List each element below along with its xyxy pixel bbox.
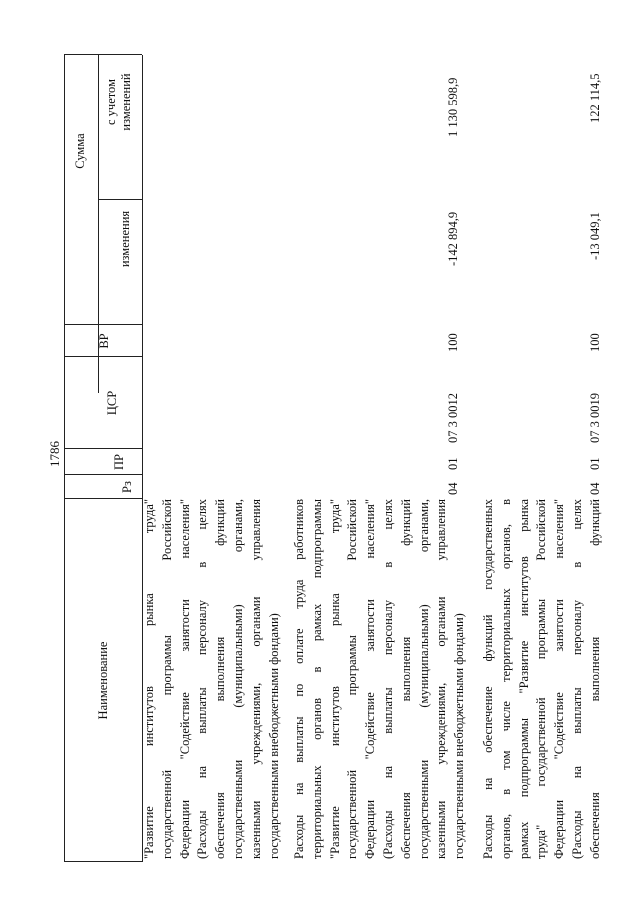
col-divider-pr (64, 448, 142, 449)
row-2-line: казенными учреждениями, органами управления (434, 499, 449, 859)
row-2-rz: 04 (446, 482, 460, 495)
row-3-csr: 07 3 0019 (588, 393, 602, 443)
row-2-csr: 07 3 0012 (446, 393, 460, 443)
row-1-line: Федерации "Содействие занятости населения" (177, 499, 192, 859)
table-row-1-name (141, 499, 283, 859)
row-2-line: Федерации "Содействие занятости населения" (363, 499, 378, 859)
row-2-line: территориальных органов в рамках подпрограммы (309, 499, 324, 859)
row-2-line: (Расходы на выплаты персоналу в целях (380, 499, 395, 859)
header-name: Наименование (96, 641, 110, 720)
table-top-border (64, 55, 65, 862)
row-3-pr: 01 (588, 457, 602, 470)
header-rz: Рз (120, 481, 134, 493)
row-3-line: органов, в том числе территориальных органов, в (498, 499, 513, 859)
row-2-line: "Развитие институтов рынка труда" (327, 499, 342, 859)
row-3-line: (Расходы на выплаты персоналу в целях (569, 499, 584, 859)
header-with-changes (104, 57, 134, 147)
row-2-pr: 01 (446, 457, 460, 470)
table-row-2-name (291, 499, 469, 859)
row-2-line: государственными (муниципальными) органами, (416, 499, 431, 859)
row-1-line: обеспечения выполнения функций (213, 499, 228, 859)
row-1-line: "Развитие институтов рынка труда" (142, 499, 156, 859)
row-2-line: государственной программы Российской (345, 499, 360, 859)
row-2-vr: 100 (446, 333, 460, 352)
row-2-line: государственными внебюджетными фондами) (452, 613, 467, 859)
header-with-changes-line2: изменений (119, 73, 133, 131)
header-change: изменения (118, 210, 132, 268)
row-3-vr: 100 (588, 333, 602, 352)
col-divider-change (98, 199, 142, 200)
header-sum: Сумма (73, 133, 87, 169)
row-1-line: государственными (муниципальными) органами, (230, 499, 245, 859)
row-1-line: (Расходы на выплаты персоналу в целях (195, 499, 210, 859)
row-2-line: Расходы на выплаты по оплате труда работников (292, 499, 306, 859)
row-3-rz: 04 (588, 482, 602, 495)
row-2-change: -142 894,9 (446, 211, 460, 266)
header-with-changes-line1: с учетом (104, 79, 118, 125)
header-csr: ЦСР (105, 390, 119, 416)
row-3-line: Федерации "Содействие занятости населения" (552, 499, 567, 859)
row-3-line: Расходы на обеспечение функций государственных (481, 499, 495, 859)
header-pr: ПР (112, 454, 126, 470)
row-3-change: -13 049,1 (588, 212, 602, 260)
table-row-3-name (480, 499, 605, 859)
row-1-line: казенными учреждениями, органами управления (248, 499, 263, 859)
row-3-total: 122 114,5 (588, 73, 602, 123)
row-1-line: государственной программы Российской (159, 499, 174, 859)
row-2-line: обеспечения выполнения функций (398, 499, 413, 859)
table-right-border (64, 54, 142, 55)
header-vr: ВР (97, 333, 111, 349)
row-3-line: обеспечения выполнения функций (587, 499, 602, 859)
row-3-line: рамках подпрограммы "Развитие институтов рынка (516, 499, 531, 859)
row-3-line: труда" государственной программы Российской (534, 499, 549, 859)
page-number: 1786 (47, 441, 62, 467)
row-2-total: 1 130 598,9 (446, 77, 460, 137)
row-1-line: государственными внебюджетными фондами) (266, 613, 281, 859)
